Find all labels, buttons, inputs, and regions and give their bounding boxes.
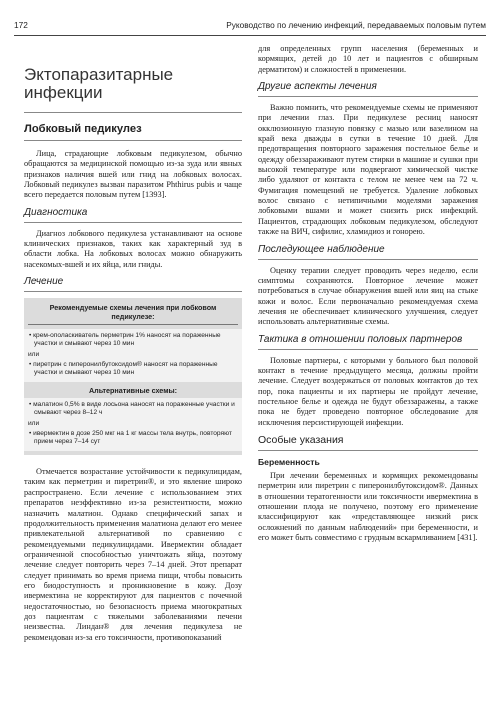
alternative-item: • ивермектин в дозе 250 мкг на 1 кг массы тела внутрь, повторяют прием через 7–14 сут bbox=[29, 429, 232, 445]
pregnancy-paragraph: При лечении беременных и кормящих рекомендованы перметрин или пиретрин с пиперонилбутоксидом®. Данных в отношении тератогенности или токсичности ивермектина в отношении плода не получено, поэтому его применение классифицируют как «представляющее низкий риск осложнений по данным наблюдений» при беременности, и его может быть совместимо с грудным вскармливанием [431]. bbox=[258, 470, 478, 543]
page-number: 172 bbox=[14, 20, 28, 30]
other-aspects-heading: Другие аспекты лечения bbox=[258, 81, 377, 93]
followup-heading: Последующее наблюдение bbox=[258, 243, 385, 255]
or-label: или bbox=[28, 350, 40, 358]
recommended-regimens-title: Рекомендуемые схемы лечения при лобковом педикулезе: bbox=[49, 303, 217, 322]
followup-paragraph: Оценку терапии следует проводить через неделю, если симптомы сохраняются. Повторное лечение может потребоваться в случае обнаружения вшей или яиц на стыке кожи и волос. Если первоначально рекомендуемая схема лечения не обеспечивает клинического улучшения, следует использовать альтернативные схемы. bbox=[258, 265, 478, 327]
intro-paragraph: Лица, страдающие лобковым педикулезом, обычно обращаются за медицинской помощью из-за зуда или явных признаков наличия вшей или гнид на лобковых волосах. Лобковый педикулез вызван паразитом Phthirus pubis и чаще всего передается половым путем [1393]. bbox=[24, 149, 242, 200]
special-rule bbox=[258, 450, 478, 451]
right-column bbox=[258, 44, 478, 549]
or-label: или bbox=[28, 419, 40, 427]
running-title: Руководство по лечению инфекций, передаваемых половым путем bbox=[226, 20, 486, 30]
continuation-paragraph: для определенных групп населения (беременных и кормящих, детей до 10 лет и пациентов с обширным дерматитом) и сложностей в применении. bbox=[258, 44, 478, 74]
partners-paragraph: Половые партнеры, с которыми у больного был половой контакт в течение предыдущего месяца, должны пройти лечение. Следует воздержаться от половых контактов до тех пор, пока пациенты и их партнеры не пройдут лечение, постельное белье и одежда не будут обеззаражены, а также пока не будет проведено повторное обследование для исключения персистирующей инфекции. bbox=[258, 355, 478, 427]
alternative-regimens-title: Альтернативные схемы: bbox=[88, 386, 178, 396]
recommended-item: • крем-ополаскиватель перметрин 1% наносят на пораженные участки и смывают через 10 мин bbox=[29, 332, 221, 348]
diagnostics-heading: Диагностика bbox=[24, 206, 88, 218]
followup-rule bbox=[258, 259, 478, 260]
diagnostics-rule bbox=[24, 222, 242, 223]
resistance-paragraph: Отмечается возрастание устойчивости к педикулицидам, таким как перметрин и пиретрин®, и это явление широко распространено. Если лечение с использованием этих препаратов неэффективно из-за резистентности, можно назначить малатион. Однако специфический запах и продолжительность применения малатиона делают его менее привлекательной альтернативой по сравнению с рекомендуемыми педикулицидами. Ивермектин обладает ограниченной способностью уничтожать яйца, поэтому лечение следует повторить через 7–14 дней. Этот препарат следует принимать во время приема пищи, чтобы повысить его биодоступность и проникновение в кожу. Дозу ивермектина не корректируют для пациентов с почечной недостаточностью, но безопасность приема многократных доз пациентам с тяжелыми заболеваниями печени неизвестна. Линдан® для лечения педикулеза не рекомендован из-за его токсичности, противопоказаний bbox=[24, 467, 242, 642]
box-rule bbox=[28, 324, 238, 325]
alternative-list bbox=[24, 398, 242, 451]
treatment-rule bbox=[24, 291, 242, 292]
pregnancy-heading: Беременность bbox=[258, 456, 320, 467]
alternative-item: • малатион 0,5% в виде лосьона наносят на пораженные участки и смывают через 8–12 ч bbox=[29, 401, 235, 417]
left-column bbox=[24, 44, 242, 649]
partners-rule bbox=[258, 349, 478, 350]
diagnostics-paragraph: Диагноз лобкового педикулеза устанавливают на основе клинических признаков, таких как характерный зуд в области лобка. На лобковых волосах можно обнаружить насекомых-вшей и их яйца, или гниды. bbox=[24, 228, 242, 269]
special-heading: Особые указания bbox=[258, 433, 344, 446]
page-header bbox=[14, 20, 486, 34]
other-aspects-paragraph: Важно помнить, что рекомендуемые схемы не применяют при лечении глаз. При педикулезе ресниц наносят окклюзионную глазную повязку с мазью или вазелином на край века дважды в сутки в течение 10 дней. Для предотвращения повторного заражения постельное белье и одежду обеззараживают путем стирки в машине и сушки при высокой температуре или подвергают химической чистке либо удаляют от контакта с телом не менее чем на 72 ч. Фумигация помещений не требуется. Удаление лобковых волос связано с нетипичными моделями заражения лобковыми вшами и может снизить риск инфекций. Пациентов, страдающих лобковым педикулезом, обследуют также на ВИЧ, сифилис, хламидиоз и гонорею. bbox=[258, 103, 478, 237]
chapter-rule bbox=[24, 112, 242, 113]
other-aspects-rule bbox=[258, 96, 478, 97]
section-title: Лобковый педикулез bbox=[24, 123, 142, 135]
partners-heading: Тактика в отношении половых партнеров bbox=[258, 333, 463, 345]
recommended-list bbox=[24, 329, 242, 382]
header-rule bbox=[14, 35, 486, 36]
section-rule bbox=[24, 140, 242, 141]
treatment-heading: Лечение bbox=[24, 276, 64, 288]
treatment-regimens-box bbox=[24, 298, 242, 455]
chapter-title: Эктопаразитарные инфекции bbox=[24, 65, 174, 102]
recommended-item: • пиретрин с пиперонилбутоксидом® наносят на пораженные участки и смывают через 10 мин bbox=[29, 360, 218, 376]
